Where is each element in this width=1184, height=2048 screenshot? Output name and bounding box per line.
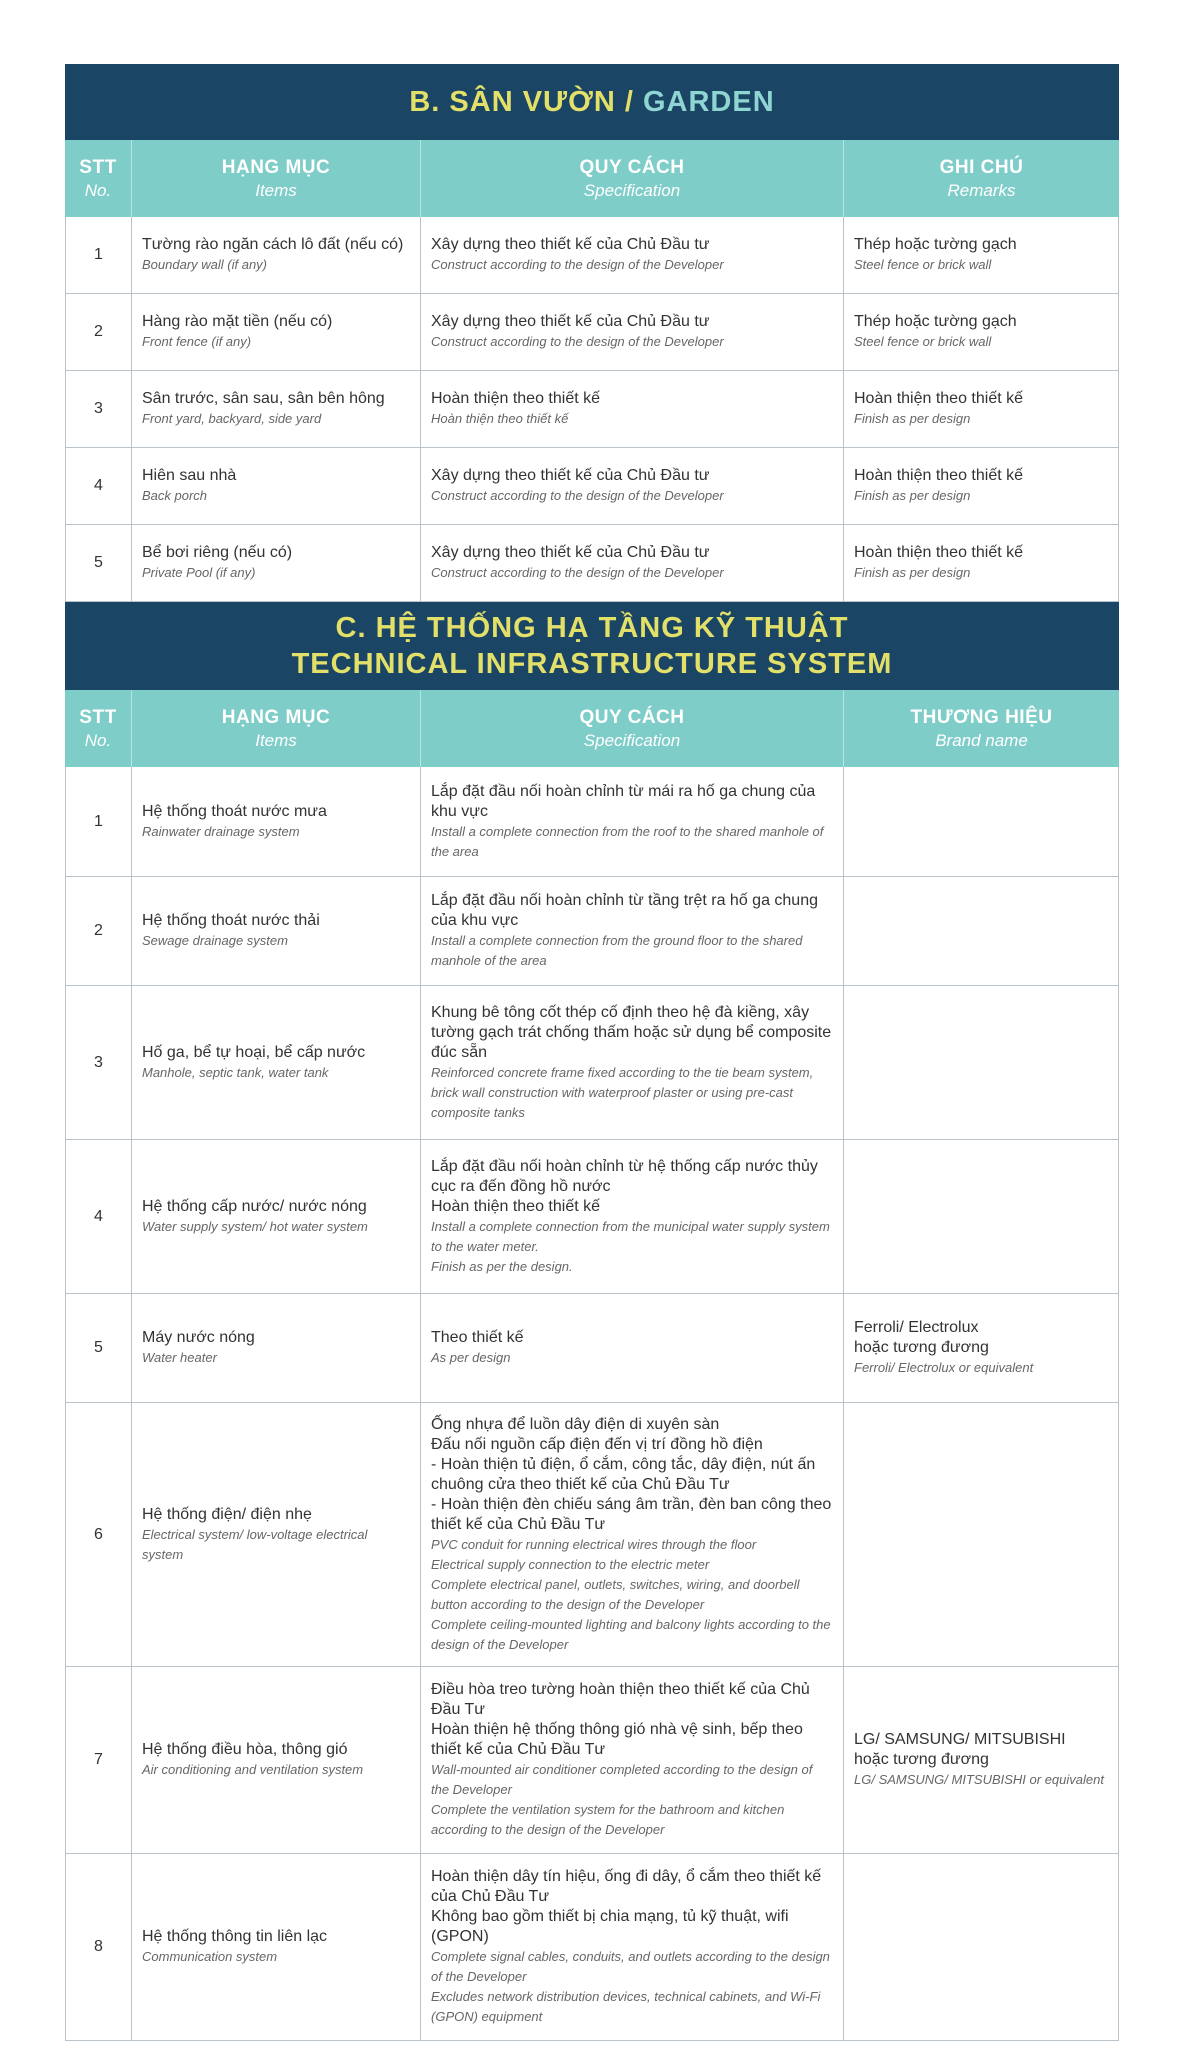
note-vi: Hoàn thiện theo thiết kế — [854, 467, 1024, 484]
table-row — [65, 448, 1119, 525]
item-vi: Hệ thống điều hòa, thông gió — [142, 1741, 348, 1758]
item-cell — [132, 1854, 421, 2040]
header-stt — [65, 140, 132, 217]
row-number-text: 7 — [94, 1751, 103, 1768]
item-cell — [132, 294, 421, 370]
item-cell — [132, 986, 421, 1139]
row-number — [66, 371, 132, 447]
header-item-label: HẠNG MỤC — [221, 706, 331, 728]
spec-en: Install a complete connection from the roof to the shared manhole of the area — [431, 823, 824, 859]
spec-cell — [421, 217, 844, 293]
item-vi: Tường rào ngăn cách lô đất (nếu có) — [142, 236, 404, 253]
header-spec-en: Specification — [583, 730, 681, 750]
table-row — [65, 1854, 1119, 2041]
section-b-header — [65, 140, 1119, 217]
note-cell — [844, 294, 1118, 370]
spec-cell — [421, 525, 844, 601]
row-number — [66, 217, 132, 293]
brand-cell — [844, 767, 1118, 876]
note-cell — [844, 371, 1118, 447]
brand-en: LG/ SAMSUNG/ MITSUBISHI or equivalent — [854, 1772, 1104, 1787]
spec-en: Construct according to the design of the Developer — [431, 488, 724, 503]
item-cell — [132, 1140, 421, 1293]
spec-cell — [421, 1294, 844, 1402]
spec-vi: Xây dựng theo thiết kế của Chủ Đầu tư — [431, 544, 710, 561]
item-vi: Hệ thống thoát nước thải — [142, 912, 320, 929]
item-vi: Hố ga, bể tự hoại, bể cấp nước — [142, 1043, 366, 1061]
brand-vi: Ferroli/ Electrolux hoặc tương đương — [854, 1319, 989, 1356]
spec-cell — [421, 371, 844, 447]
section-b-title-en: GARDEN — [642, 85, 775, 118]
spec-en: Complete signal cables, conduits, and outlets according to the design of the Developer Excludes network distribution devices, technical cabinets, and Wi-Fi (GPON) equipment — [431, 1949, 830, 2024]
row-number — [66, 1294, 132, 1402]
table-row — [65, 877, 1119, 986]
header-stt-label: STT — [79, 706, 117, 728]
item-cell — [132, 525, 421, 601]
header-brand — [844, 690, 1119, 767]
row-number — [66, 767, 132, 876]
item-en: Sewage drainage system — [142, 933, 288, 948]
item-en: Front fence (if any) — [142, 334, 252, 349]
spec-cell — [421, 448, 844, 524]
item-vi: Hệ thống thông tin liên lạc — [142, 1928, 328, 1945]
brand-cell — [844, 1294, 1118, 1402]
spec-vi: Lắp đặt đầu nối hoàn chỉnh từ mái ra hố ga chung của khu vực — [431, 782, 816, 820]
section-c-title-line2: TECHNICAL INFRASTRUCTURE SYSTEM — [291, 648, 893, 680]
section-c-title — [65, 602, 1119, 690]
note-vi: Hoàn thiện theo thiết kế — [854, 544, 1024, 561]
row-number — [66, 294, 132, 370]
row-number — [66, 877, 132, 985]
item-en: Water supply system/ hot water system — [142, 1218, 368, 1234]
header-item — [132, 690, 421, 767]
header-stt — [65, 690, 132, 767]
row-number-text: 8 — [94, 1938, 103, 1955]
note-vi: Thép hoặc tường gạch — [854, 236, 1017, 253]
item-en: Rainwater drainage system — [142, 823, 300, 839]
header-spec-en: Specification — [583, 180, 681, 200]
spec-vi: Lắp đặt đầu nối hoàn chỉnh từ hệ thống cấp nước thủy cục ra đến đồng hồ nước Hoàn thiện theo thiết kế — [431, 1157, 818, 1215]
spec-vi: Hoàn thiện theo thiết kế — [431, 390, 601, 407]
item-vi: Hệ thống điện/ điện nhẹ — [142, 1505, 312, 1523]
spec-cell — [421, 877, 844, 985]
note-cell — [844, 525, 1118, 601]
spec-vi: Xây dựng theo thiết kế của Chủ Đầu tư — [431, 313, 710, 330]
item-cell — [132, 877, 421, 985]
row-number-text: 5 — [94, 554, 103, 571]
header-note-en: Remarks — [947, 180, 1016, 200]
header-spec-label: QUY CÁCH — [579, 156, 685, 178]
header-brand-label: THƯƠNG HIỆU — [910, 706, 1053, 728]
item-vi: Bể bơi riêng (nếu có) — [142, 544, 293, 561]
table-row — [65, 1294, 1119, 1403]
row-number-text: 3 — [94, 1053, 103, 1071]
header-item-en: Items — [255, 730, 297, 750]
row-number-text: 4 — [94, 477, 103, 494]
brand-cell — [844, 1140, 1118, 1293]
note-vi: Hoàn thiện theo thiết kế — [854, 390, 1024, 407]
spec-cell — [421, 1403, 844, 1666]
header-spec-label: QUY CÁCH — [579, 706, 685, 728]
spec-cell — [421, 767, 844, 876]
note-cell — [844, 448, 1118, 524]
item-vi: Máy nước nóng — [142, 1329, 255, 1346]
spec-cell — [421, 1140, 844, 1293]
table-row — [65, 986, 1119, 1140]
section-c-title-line1: C. HỆ THỐNG HẠ TẦNG KỸ THUẬT — [335, 611, 849, 644]
section-b-title — [65, 64, 1119, 140]
row-number — [66, 1854, 132, 2040]
item-vi: Hệ thống thoát nước mưa — [142, 802, 327, 820]
section-c-header — [65, 690, 1119, 767]
table-row — [65, 371, 1119, 448]
note-en: Finish as per design — [854, 565, 971, 580]
note-vi: Thép hoặc tường gạch — [854, 313, 1017, 330]
item-en: Manhole, septic tank, water tank — [142, 1064, 329, 1080]
row-number-text: 1 — [94, 812, 103, 830]
item-cell — [132, 1667, 421, 1853]
header-item-label: HẠNG MỤC — [221, 156, 331, 178]
item-cell — [132, 448, 421, 524]
item-en: Water heater — [142, 1350, 217, 1365]
brand-en: Ferroli/ Electrolux or equivalent — [854, 1360, 1034, 1375]
header-stt-en: No. — [84, 730, 112, 750]
spec-cell — [421, 986, 844, 1139]
row-number-text: 3 — [94, 400, 103, 417]
spec-vi: Hoàn thiện dây tín hiệu, ống đi dây, ổ cắm theo thiết kế của Chủ Đầu Tư Không bao gồm thiết bị chia mạng, tủ kỹ thuật, wifi (GPON) — [431, 1868, 822, 1945]
spec-en: Construct according to the design of the Developer — [431, 334, 724, 349]
spec-cell — [421, 1667, 844, 1853]
item-en: Communication system — [142, 1949, 278, 1964]
table-row — [65, 767, 1119, 877]
row-number-text: 6 — [94, 1525, 103, 1543]
item-cell — [132, 217, 421, 293]
row-number-text: 2 — [94, 922, 103, 939]
item-en: Front yard, backyard, side yard — [142, 411, 322, 426]
table-row — [65, 525, 1119, 602]
header-brand-en: Brand name — [935, 730, 1028, 750]
spec-cell — [421, 1854, 844, 2040]
note-en: Steel fence or brick wall — [854, 257, 992, 272]
item-vi: Hiên sau nhà — [142, 467, 237, 484]
spec-en: Reinforced concrete frame fixed according to the tie beam system, brick wall construction with waterproof plaster or using pre-cast composite tanks — [431, 1064, 814, 1120]
item-en: Private Pool (if any) — [142, 565, 256, 580]
item-en: Back porch — [142, 488, 208, 503]
row-number-text: 2 — [94, 323, 103, 340]
item-vi: Hệ thống cấp nước/ nước nóng — [142, 1197, 367, 1215]
row-number — [66, 448, 132, 524]
spec-vi: Xây dựng theo thiết kế của Chủ Đầu tư — [431, 467, 710, 484]
table-row — [65, 217, 1119, 294]
row-number — [66, 525, 132, 601]
spec-en: Wall-mounted air conditioner completed according to the design of the Developer Complete the ventilation system for the bathroom and kitchen according to the design of the Developer — [431, 1762, 813, 1837]
brand-cell — [844, 877, 1118, 985]
item-en: Air conditioning and ventilation system — [142, 1762, 364, 1777]
section-c-table-body — [65, 767, 1119, 2041]
row-number — [66, 986, 132, 1139]
note-en: Steel fence or brick wall — [854, 334, 992, 349]
header-item — [132, 140, 421, 217]
section-b-title-text: B. SÂN VƯỜN / GARDEN — [409, 85, 775, 118]
header-note — [844, 140, 1119, 217]
item-cell — [132, 371, 421, 447]
brand-cell — [844, 986, 1118, 1139]
spec-cell — [421, 294, 844, 370]
spec-vi: Điều hòa treo tường hoàn thiện theo thiết kế của Chủ Đầu Tư Hoàn thiện hệ thống thông gió nhà vệ sinh, bếp theo thiết kế của Chủ Đầu Tư — [431, 1681, 810, 1758]
spec-en: Install a complete connection from the municipal water supply system to the water meter. Finish as per the design. — [431, 1218, 830, 1274]
brand-cell — [844, 1854, 1118, 2040]
item-cell — [132, 1403, 421, 1666]
spec-vi: Ống nhựa để luồn dây điện di xuyên sàn Đấu nối nguồn cấp điện đến vị trí đồng hồ điện - Hoàn thiện tủ điện, ổ cắm, công tắc, dây điện, nút ấn chuông cửa theo thiết kế của Chủ Đầu Tư - Hoàn thiện đèn chiếu sáng âm trần, đèn ban công theo thiết kế của Chủ Đầu Tư — [431, 1415, 832, 1533]
note-en: Finish as per design — [854, 488, 971, 503]
spec-en: Hoàn thiện theo thiết kế — [431, 411, 569, 426]
header-item-en: Items — [255, 180, 297, 200]
spec-vi: Xây dựng theo thiết kế của Chủ Đầu tư — [431, 236, 710, 253]
spec-en: Construct according to the design of the Developer — [431, 257, 724, 272]
note-cell — [844, 217, 1118, 293]
row-number-text: 1 — [94, 246, 103, 263]
spec-vi: Khung bê tông cốt thép cố định theo hệ đà kiềng, xây tường gạch trát chống thấm hoặc sử dụng bể composite đúc sẵn — [431, 1003, 832, 1061]
item-vi: Hàng rào mặt tiền (nếu có) — [142, 313, 333, 330]
note-en: Finish as per design — [854, 411, 971, 426]
item-cell — [132, 767, 421, 876]
brand-vi: LG/ SAMSUNG/ MITSUBISHI hoặc tương đương — [854, 1731, 1066, 1768]
spec-document — [65, 64, 1119, 2041]
section-b-table-body — [65, 217, 1119, 602]
item-en: Boundary wall (if any) — [142, 257, 267, 272]
brand-cell — [844, 1667, 1118, 1853]
spec-en: Construct according to the design of the Developer — [431, 565, 724, 580]
header-spec — [421, 690, 844, 767]
item-vi: Sân trước, sân sau, sân bên hông — [142, 390, 385, 407]
spec-en: Install a complete connection from the ground floor to the shared manhole of the area — [431, 933, 803, 968]
item-cell — [132, 1294, 421, 1402]
row-number — [66, 1667, 132, 1853]
spec-en: PVC conduit for running electrical wires through the floor Electrical supply connection to the electric meter Complete electrical panel, outlets, switches, wiring, and doorbell button according to the design of the Developer Complete ceiling-mounted lighting and balcony lights according to the design of the Developer — [431, 1536, 831, 1652]
row-number — [66, 1140, 132, 1293]
brand-cell — [844, 1403, 1118, 1666]
table-row — [65, 1403, 1119, 1667]
row-number — [66, 1403, 132, 1666]
table-row — [65, 1667, 1119, 1854]
header-stt-label: STT — [79, 156, 117, 178]
row-number-text: 4 — [94, 1207, 103, 1225]
header-spec — [421, 140, 844, 217]
spec-vi: Theo thiết kế — [431, 1329, 524, 1346]
item-en: Electrical system/ low-voltage electrical system — [142, 1526, 368, 1562]
spec-vi: Lắp đặt đầu nối hoàn chỉnh từ tầng trệt ra hố ga chung của khu vực — [431, 892, 818, 929]
table-row — [65, 294, 1119, 371]
table-row — [65, 1140, 1119, 1294]
header-stt-en: No. — [84, 180, 112, 200]
header-note-label: GHI CHÚ — [939, 156, 1024, 178]
spec-en: As per design — [431, 1350, 511, 1365]
row-number-text: 5 — [94, 1339, 103, 1356]
